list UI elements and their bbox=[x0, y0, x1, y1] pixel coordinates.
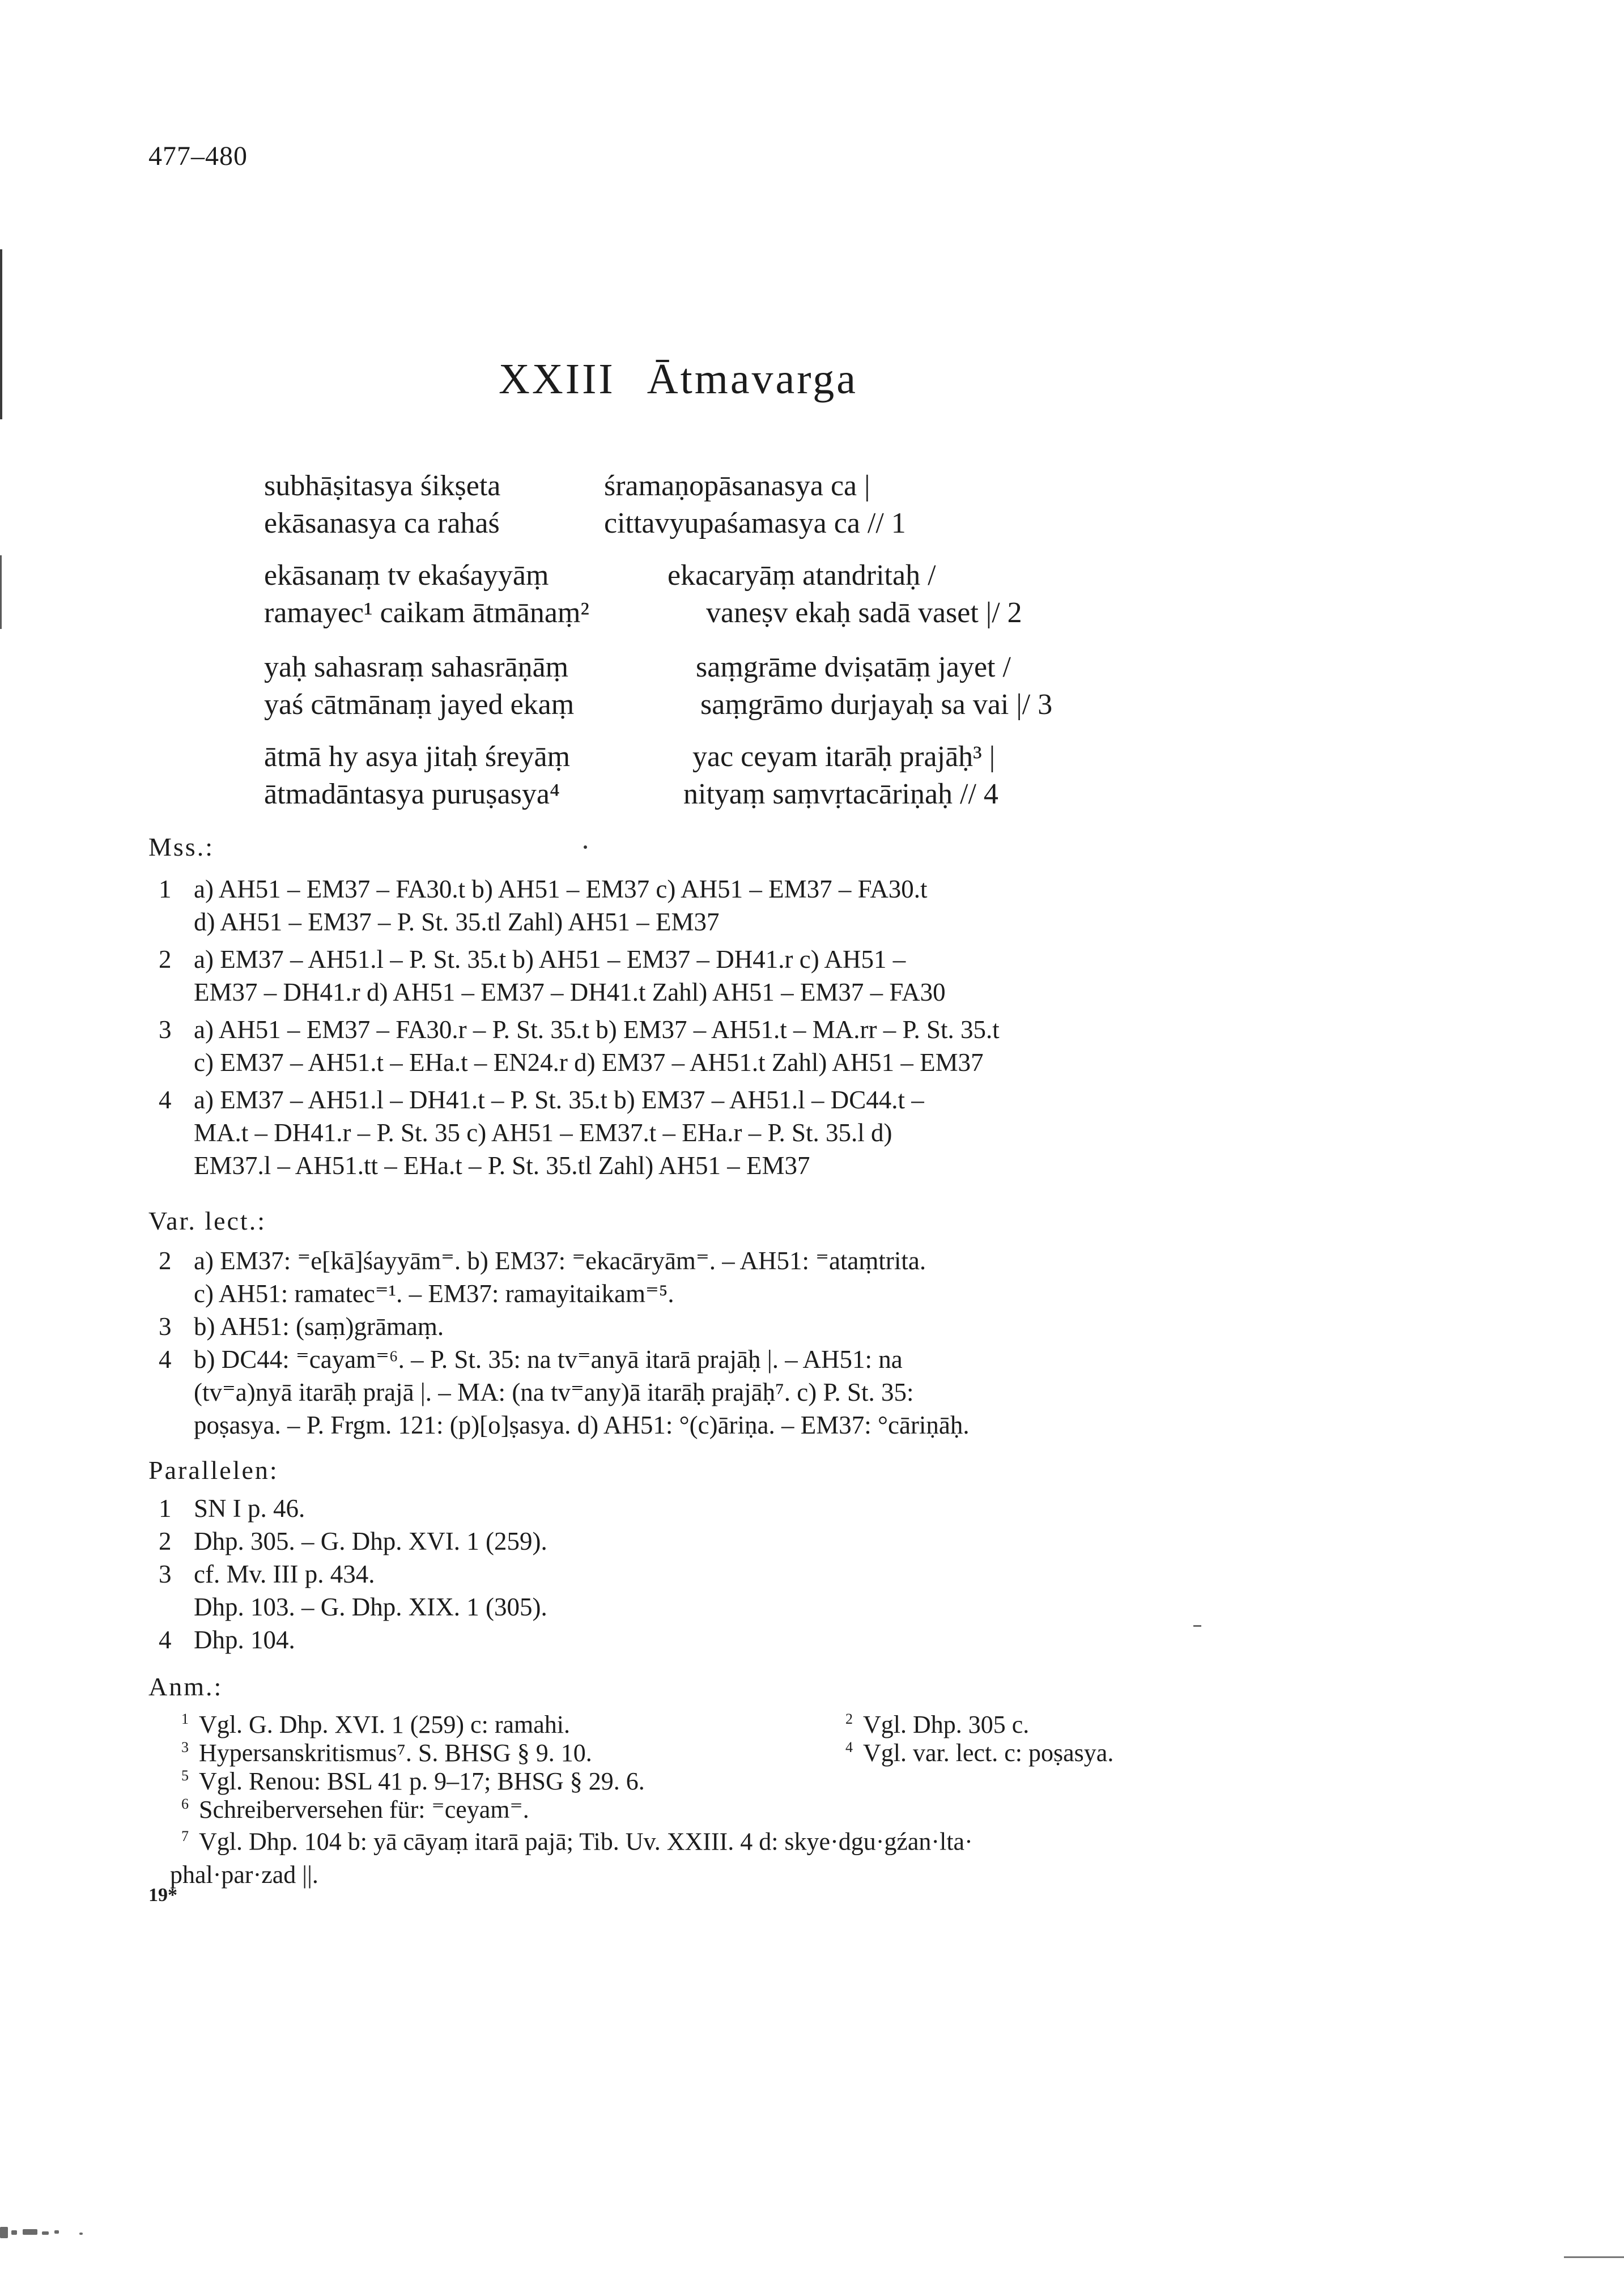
parallelen-label: Parallelen: bbox=[148, 1456, 279, 1485]
entry-line: c) AH51: ramatec⁼¹. – EM37: ramayitaikam⁼⁵. bbox=[194, 1279, 674, 1308]
footnote-1 bbox=[181, 1710, 570, 1739]
verse-line bbox=[264, 650, 1227, 688]
verse-line bbox=[264, 507, 1227, 544]
entry-line: a) AH51 – EM37 – FA30.t b) AH51 – EM37 c) AH51 – EM37 – FA30.t bbox=[194, 875, 928, 903]
entry-text bbox=[194, 1244, 1218, 1310]
entry-number: 3 bbox=[159, 1015, 172, 1044]
footnote-3 bbox=[181, 1738, 592, 1767]
pada-a: ātmā hy asya jitaḥ śreyāṃ bbox=[264, 741, 571, 773]
pada-b: yac ceyam itarāḥ prajāḥ³ | bbox=[692, 741, 996, 773]
scan-margin-line bbox=[0, 555, 2, 629]
footnote-text: Hypersanskritismus⁷. S. BHSG § 9. 10. bbox=[199, 1739, 592, 1767]
entry-number: 2 bbox=[159, 1527, 172, 1555]
verse-line bbox=[264, 777, 1227, 815]
entry-number: 4 bbox=[159, 1626, 172, 1654]
pada-a: yaḥ sahasraṃ sahasrāṇāṃ bbox=[264, 651, 569, 683]
entry-line: d) AH51 – EM37 – P. St. 35.tl Zahl) AH51 – EM37 bbox=[194, 908, 720, 936]
footnote-7 bbox=[170, 1820, 1224, 1891]
chapter-numeral: XXIII bbox=[499, 355, 615, 403]
verse-1 bbox=[264, 469, 1227, 544]
pada-b: saṃgrāmo durjayaḥ sa vai |/ 3 bbox=[700, 688, 1053, 721]
entry-line: EM37.l – AH51.tt – EHa.t – P. St. 35.tl Zahl) AH51 – EM37 bbox=[194, 1151, 810, 1180]
chapter-name: Ātmavarga bbox=[647, 355, 858, 403]
footnote-mark: 5 bbox=[181, 1767, 189, 1784]
pada-a: subhāṣitasya śikṣeta bbox=[264, 470, 501, 502]
entry-line: EM37 – DH41.r d) AH51 – EM37 – DH41.t Zahl) AH51 – EM37 – FA30 bbox=[194, 978, 946, 1006]
chapter-title bbox=[499, 355, 858, 404]
scan-edge-line bbox=[1564, 2256, 1624, 2258]
parallel-text: Dhp. 104. bbox=[194, 1626, 295, 1654]
entry-line: b) DC44: ⁼cayam⁼⁶. – P. St. 35: na tv⁼anyā itarā prajāḥ |. – AH51: na bbox=[194, 1345, 903, 1374]
parallel-line bbox=[159, 1559, 375, 1589]
footnote-mark: 6 bbox=[181, 1796, 189, 1813]
pada-b: nityaṃ saṃvṛtacāriṇaḥ // 4 bbox=[683, 778, 998, 810]
entry-text bbox=[194, 1310, 1218, 1343]
stray-mark bbox=[1193, 1625, 1201, 1627]
pada-b: vaneṣv ekaḥ sadā vaset |/ 2 bbox=[706, 597, 1022, 629]
mss-label: Mss.: bbox=[148, 832, 214, 861]
signature-mark: 19* bbox=[148, 1885, 177, 1906]
entry-line: a) EM37 – AH51.l – DH41.t – P. St. 35.t b) EM37 – AH51.l – DC44.t – bbox=[194, 1086, 924, 1114]
pada-b: cittavyupaśamasya ca // 1 bbox=[604, 507, 906, 539]
entry-text bbox=[194, 1013, 1218, 1079]
parallel-text: Dhp. 103. – G. Dhp. XIX. 1 (305). bbox=[194, 1593, 547, 1621]
footnote-text: Vgl. Dhp. 305 c. bbox=[863, 1711, 1030, 1738]
footnote-mark: 1 bbox=[181, 1711, 189, 1728]
entry-number: 4 bbox=[159, 1345, 172, 1374]
parallel-line bbox=[159, 1527, 547, 1556]
entry-number: 2 bbox=[159, 1247, 172, 1275]
footnote-text: Vgl. Renou: BSL 41 p. 9–17; BHSG § 29. 6. bbox=[199, 1767, 645, 1795]
page-range-header: 477–480 bbox=[148, 141, 248, 171]
parallel-text: cf. Mv. III p. 434. bbox=[194, 1560, 375, 1588]
entry-text bbox=[194, 873, 1218, 938]
entry-text bbox=[194, 1083, 1218, 1182]
entry-line: c) EM37 – AH51.t – EHa.t – EN24.r d) EM37 – AH51.t Zahl) AH51 – EM37 bbox=[194, 1048, 984, 1077]
entry-line: a) AH51 – EM37 – FA30.r – P. St. 35.t b) EM37 – AH51.t – MA.rr – P. St. 35.t bbox=[194, 1015, 1000, 1044]
footnote-mark: 7 bbox=[181, 1828, 189, 1844]
entry-line: a) EM37 – AH51.l – P. St. 35.t b) AH51 – EM37 – DH41.r c) AH51 – bbox=[194, 945, 906, 973]
verse-line bbox=[264, 596, 1227, 633]
footnote-2 bbox=[845, 1710, 1029, 1739]
pada-a: ekāsanaṃ tv ekaśayyāṃ bbox=[264, 559, 549, 592]
verse-line bbox=[264, 559, 1227, 596]
verse-line bbox=[264, 740, 1227, 777]
footnote-mark: 4 bbox=[845, 1739, 853, 1756]
footnote-text: Vgl. G. Dhp. XVI. 1 (259) c: ramahi. bbox=[199, 1711, 570, 1738]
pada-b: ekacaryāṃ atandritaḥ / bbox=[668, 559, 936, 592]
entry-text bbox=[194, 943, 1218, 1009]
entry-line: (tv⁼a)nyā itarāḥ prajā |. – MA: (na tv⁼any)ā itarāḥ prajāḥ⁷. c) P. St. 35: bbox=[194, 1378, 914, 1406]
entry-line: poṣasya. – P. Frgm. 121: (p)[o]ṣasya. d) AH51: °(c)āriṇa. – EM37: °cāriṇāḥ. bbox=[194, 1411, 970, 1439]
stray-dot bbox=[584, 845, 587, 849]
entry-number: 3 bbox=[159, 1560, 172, 1588]
anm-label: Anm.: bbox=[148, 1672, 223, 1701]
pada-a: ātmadāntasya puruṣasya⁴ bbox=[264, 778, 560, 810]
var-lect-label: Var. lect.: bbox=[148, 1206, 266, 1235]
verse-line bbox=[264, 688, 1227, 725]
pada-a: ekāsanasya ca rahaś bbox=[264, 507, 500, 539]
entry-text bbox=[194, 1343, 1218, 1442]
parallel-text: Dhp. 305. – G. Dhp. XVI. 1 (259). bbox=[194, 1527, 547, 1555]
pada-a: ramayec¹ caikam ātmānaṃ² bbox=[264, 597, 589, 629]
entry-number: 2 bbox=[159, 945, 172, 973]
entry-number: 1 bbox=[159, 875, 172, 903]
entry-line: MA.t – DH41.r – P. St. 35 c) AH51 – EM37.t – EHa.r – P. St. 35.l d) bbox=[194, 1119, 892, 1147]
parallel-line bbox=[159, 1625, 295, 1655]
footnote-mark: 2 bbox=[845, 1711, 853, 1728]
footnote-text: Vgl. var. lect. c: poṣasya. bbox=[863, 1739, 1114, 1767]
footnote-text: Schreiberversehen für: ⁼ceyam⁼. bbox=[199, 1796, 529, 1823]
parallel-line bbox=[159, 1592, 547, 1622]
parallel-line bbox=[159, 1494, 305, 1523]
pada-b: śramaṇopāsanasya ca | bbox=[604, 470, 870, 502]
footnote-line: phal·par·zad ||. bbox=[170, 1860, 318, 1889]
verse-4 bbox=[264, 740, 1227, 815]
entry-number: 3 bbox=[159, 1312, 172, 1341]
footnote-text: Vgl. Dhp. 104 b: yā cāyaṃ itarā pajā; Tib. Uv. XXIII. 4 d: skye·dgu·gźan·lta· bbox=[199, 1827, 973, 1856]
verse-2 bbox=[264, 559, 1227, 633]
entry-line: b) AH51: (saṃ)grāmaṃ. bbox=[194, 1312, 444, 1341]
entry-number: 4 bbox=[159, 1086, 172, 1114]
pada-a: yaś cātmānaṃ jayed ekaṃ bbox=[264, 688, 575, 721]
footnote-mark: 3 bbox=[181, 1739, 189, 1756]
verse-3 bbox=[264, 650, 1227, 725]
verse-line bbox=[264, 469, 1227, 507]
entry-line: a) EM37: ⁼e[kā]śayyām⁼. b) EM37: ⁼ekacāryām⁼. – AH51: ⁼ataṃtrita. bbox=[194, 1247, 926, 1275]
footnote-4 bbox=[845, 1738, 1113, 1767]
footnote-line bbox=[170, 1820, 1224, 1859]
parallel-text: SN I p. 46. bbox=[194, 1494, 305, 1523]
pada-b: saṃgrāme dviṣatāṃ jayet / bbox=[696, 651, 1011, 683]
scan-speck bbox=[0, 2227, 85, 2238]
scan-margin-line bbox=[0, 249, 2, 419]
footnote-5 bbox=[181, 1767, 645, 1796]
entry-number: 1 bbox=[159, 1494, 172, 1523]
